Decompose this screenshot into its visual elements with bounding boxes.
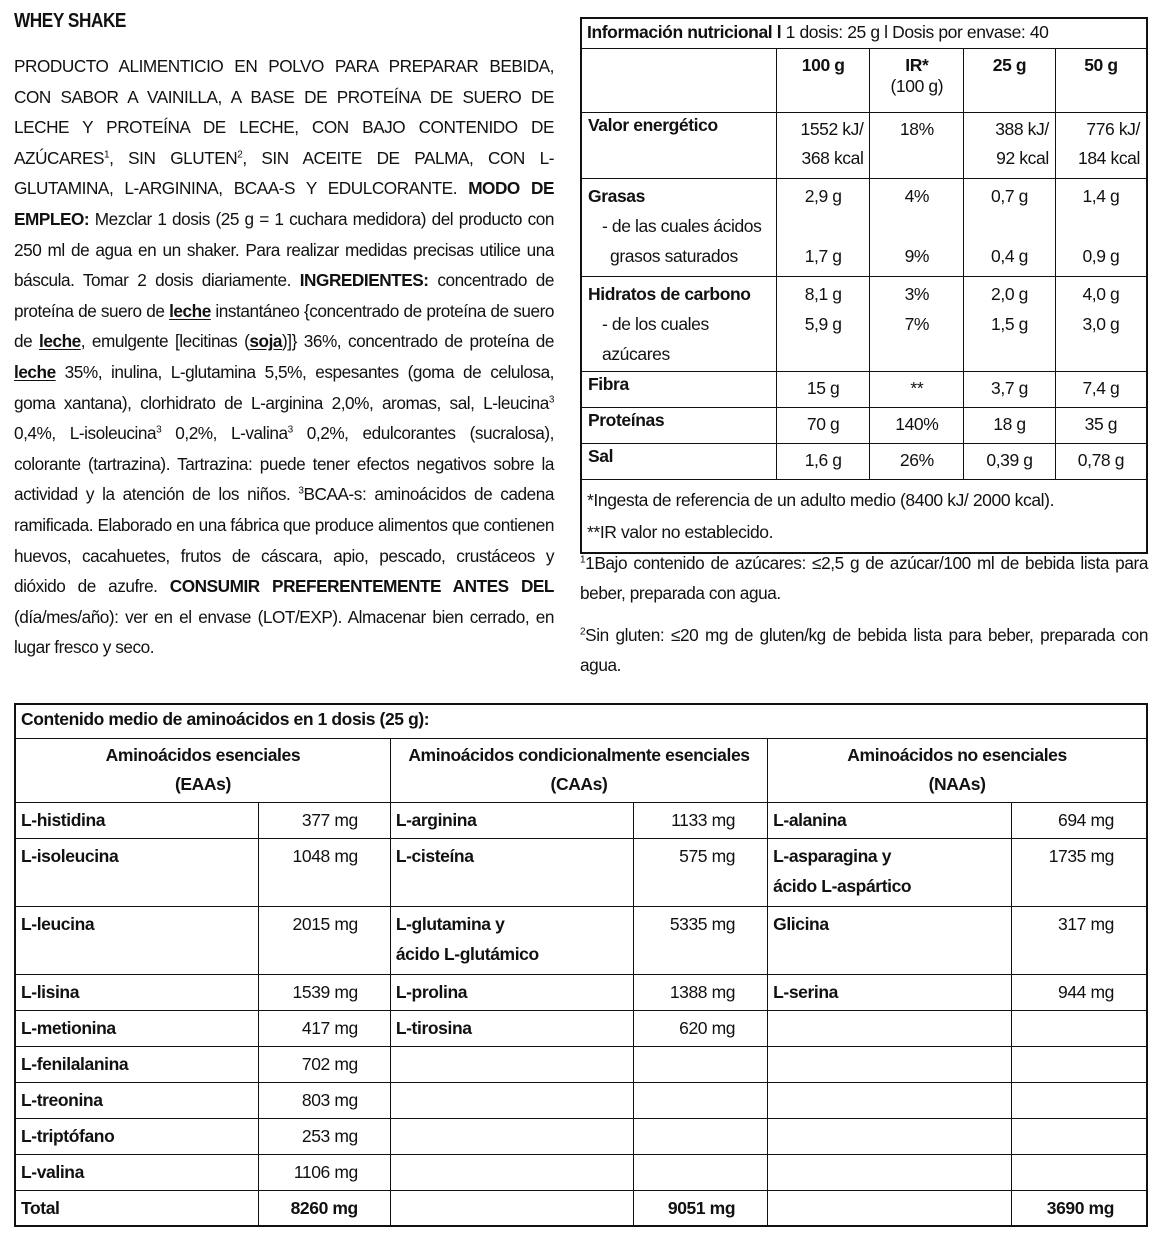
table-row: L-treonina 803 mg [15, 1082, 1147, 1118]
row-hidratos: Hidratos de carbono - de los cuales azúcares 8,1 g 5,9 g 3% 7% 2,0 g 1,5 g 4,0 g 3,0 g [581, 276, 1147, 371]
table-row: L-lisina 1539 mg L-prolina 1388 mg L-serina 944 mg [15, 974, 1147, 1010]
group-naa: Aminoácidos no esenciales (NAAs) [768, 738, 1147, 802]
totals-row [15, 1190, 1147, 1226]
row-proteinas: Proteínas 70 g 140% 18 g 35 g [581, 407, 1147, 443]
table-row: L-metionina 417 mg L-tirosina 620 mg [15, 1010, 1147, 1046]
nutrition-table [580, 17, 1148, 554]
allergen-milk: leche [14, 361, 56, 382]
total-label: Total [15, 1190, 259, 1226]
total-naa: 3690 mg [1011, 1190, 1147, 1226]
product-name: WHEY SHAKE [14, 10, 126, 32]
best-before-label: CONSUMIR PREFERENTEMENTE ANTES DEL [169, 576, 554, 597]
usage-label: MODO DE EMPLEO: [14, 178, 554, 229]
product-info [14, 10, 554, 663]
product-description: PRODUCTO ALIMENTICIO EN POLVO PARA PREPARAR BEBIDA, CON SABOR A VAINILLA, A BASE DE PROTEÍNA DE SUERO DE LECHE Y PROTEÍNA DE LECHE, CON BAJO CONTENIDO DE AZÚCARES$^1$, SIN GLUTEN$^2$, SIN ACEITE DE PALMA, CON L-GLUTAMINA, L-ARGININA, BCAA-S Y EDULCORANTE. MODO DE EMPLEO: Mezclar 1 dosis (25 g = 1 cuchara medidora) del producto con 250 ml de agua en un shaker. Para realizar medidas precisas utilice una báscula. Tomar 2 dosis diariamente. INGREDIENTES: concentrado de proteína de suero de leche instantáneo {concentrado de proteína de suero de leche, emulgente [lecitinas (soja)]} 36%, concentrado de proteína de leche 35%, inulina, L-glutamina 5,5%, espesantes (goma de celulosa, goma xantana), clorhidrato de L-arginina 2,0%, aromas, sal, L-leucina$^3$ 0,4%, L-isoleucina$^3$ 0,2%, L-valina$^3$ 0,2%, edulcorantes (sucralosa), colorante (tartrazina). Tartrazina: puede tener efectos negativos sobre la actividad y la atención de los niños. $^3$BCAA-s: aminoácidos de cadena ramificada. Elaborado en una fábrica que produce alimentos que contienen huevos, cacahuetes, frutos de cáscara, apio, pescado, crustáceos y dióxido de azufre. CONSUMIR PREFERENTEMENTE ANTES DEL (día/mes/año): ver en el envase (LOT/EXP). Almacenar bien cerrado, en lugar fresco y seco. [14, 56, 555, 658]
footnotes [580, 548, 1148, 692]
table-row: L-fenilalanina 702 mg [15, 1046, 1147, 1082]
footnote-2: $^2$Sin gluten: ≤20 mg de gluten/kg de bebida lista para beber, preparada con agua. [580, 625, 1148, 675]
header-25g: 25 g [964, 48, 1056, 112]
total-caa: 9051 mg [634, 1190, 768, 1226]
total-eaa: 8260 mg [259, 1190, 391, 1226]
table-row: L-leucina 2015 mg L-glutamina y ácido L-glutámico 5335 mg Glicina 317 mg [15, 906, 1147, 974]
header-50g: 50 g [1055, 48, 1147, 112]
header-ir: IR* (100 g) [870, 48, 964, 112]
amino-title: Contenido medio de aminoácidos en 1 dosis (25 g): [15, 704, 1147, 738]
table-row: L-isoleucina 1048 mg L-cisteína 575 mg L-asparagina y ácido L-aspártico 1735 mg [15, 838, 1147, 906]
allergen-soy: soja [249, 331, 283, 352]
header-100g: 100 g [776, 48, 870, 112]
row-energia: Valor energético 1552 kJ/ 368 kcal 18% 388 kJ/ 92 kcal 776 kJ/ 184 kcal [581, 112, 1147, 178]
row-sal: Sal 1,6 g 26% 0,39 g 0,78 g [581, 443, 1147, 479]
nutrition-footnotes: *Ingesta de referencia de un adulto medio (8400 kJ/ 2000 kcal). **IR valor no establecido. [581, 479, 1147, 553]
group-eaa: Aminoácidos esenciales (EAAs) [15, 738, 390, 802]
ingredients-label: INGREDIENTES: [299, 270, 429, 291]
allergen-milk: leche [39, 331, 81, 352]
nutrition-title: Información nutricional l 1 dosis: 25 g l Dosis por envase: 40 [581, 18, 1147, 48]
footnote-1: $^1$1Bajo contenido de azúcares: ≤2,5 g de azúcar/100 ml de bebida lista para beber, preparada con agua. [580, 553, 1148, 603]
table-row: L-triptófano 253 mg [15, 1118, 1147, 1154]
empty-header [581, 48, 776, 112]
table-row: L-histidina 377 mg L-arginina 1133 mg L-alanina 694 mg [15, 802, 1147, 838]
amino-acid-table [14, 703, 1148, 1227]
allergen-milk: leche [169, 300, 211, 321]
table-row: L-valina 1106 mg [15, 1154, 1147, 1190]
row-fibra: Fibra 15 g ** 3,7 g 7,4 g [581, 371, 1147, 407]
group-caa: Aminoácidos condicionalmente esenciales (CAAs) [390, 738, 767, 802]
row-grasas: Grasas - de las cuales ácidos grasos saturados 2,9 g 1,7 g 4% 9% 0,7 g 0,4 g 1,4 g 0,9 g [581, 178, 1147, 276]
